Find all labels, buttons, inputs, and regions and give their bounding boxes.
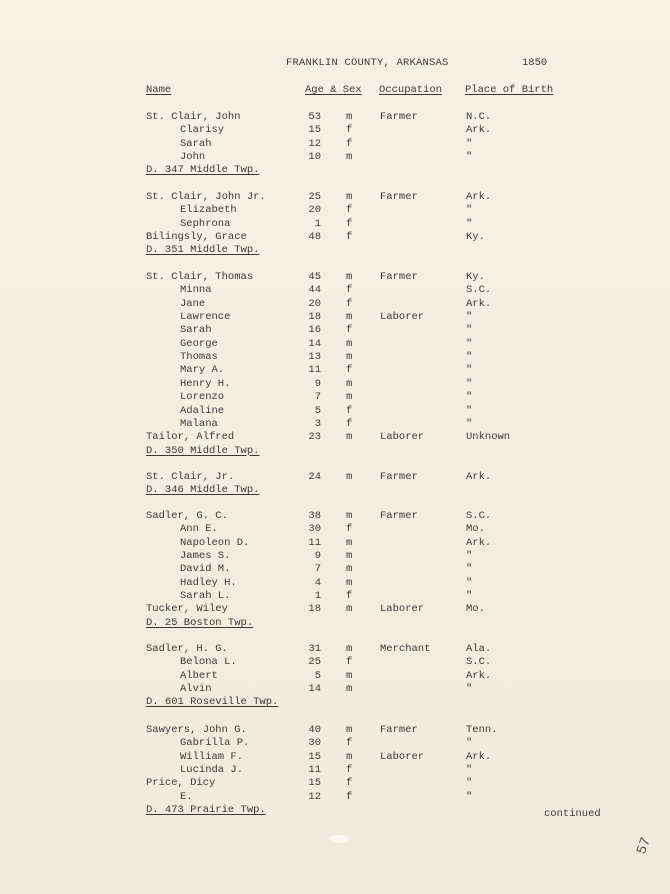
person-occupation: Farmer bbox=[380, 724, 418, 736]
person-occupation: Farmer bbox=[380, 271, 418, 283]
person-sex: f bbox=[346, 217, 353, 230]
column-header-place-of-birth: Place of Birth bbox=[465, 84, 554, 96]
person-sex: f bbox=[346, 790, 353, 803]
person-name: Sadler, G. C. bbox=[146, 510, 228, 522]
person-sex: m bbox=[346, 643, 353, 655]
paper-hole-mark bbox=[329, 835, 349, 843]
person-age: 31 bbox=[308, 643, 321, 655]
person-occupation: Farmer bbox=[380, 111, 418, 123]
person-sex: m bbox=[346, 669, 353, 682]
person-birthplace: " bbox=[466, 364, 473, 377]
table-row bbox=[0, 764, 670, 777]
person-birthplace: Ky. bbox=[466, 231, 485, 244]
person-sex: f bbox=[346, 404, 353, 417]
district-reference: D. 346 Middle Twp. bbox=[146, 484, 260, 497]
district-reference: D. 25 Boston Twp. bbox=[146, 616, 254, 629]
person-age: 18 bbox=[308, 603, 321, 616]
person-birthplace: " bbox=[466, 683, 473, 696]
person-sex: m bbox=[346, 724, 353, 736]
person-name: William F. bbox=[180, 750, 244, 763]
person-birthplace: S.C. bbox=[466, 284, 492, 297]
person-age: 5 bbox=[314, 669, 321, 682]
person-age: 7 bbox=[314, 391, 321, 404]
person-sex: m bbox=[346, 683, 353, 696]
person-name: David M. bbox=[180, 563, 231, 576]
person-sex: m bbox=[346, 750, 353, 763]
person-age: 7 bbox=[314, 563, 321, 576]
person-birthplace: Mo. bbox=[466, 523, 485, 536]
column-header-name: Name bbox=[146, 84, 172, 96]
person-occupation: Laborer bbox=[380, 431, 425, 444]
person-sex: f bbox=[346, 137, 353, 150]
person-age: 1 bbox=[314, 590, 321, 603]
table-row bbox=[0, 405, 670, 418]
person-name: Bilingsly, Grace bbox=[146, 231, 247, 244]
table-row bbox=[0, 523, 670, 536]
table-row bbox=[0, 751, 670, 764]
table-row bbox=[0, 218, 670, 231]
person-sex: m bbox=[346, 510, 353, 522]
table-row bbox=[0, 351, 670, 364]
person-occupation: Laborer bbox=[380, 603, 425, 616]
person-name: Sadler, H. G. bbox=[146, 643, 228, 655]
district-reference: D. 350 Middle Twp. bbox=[146, 444, 260, 457]
person-age: 16 bbox=[308, 324, 321, 337]
person-name: St. Clair, John bbox=[146, 111, 241, 123]
person-sex: f bbox=[346, 737, 353, 750]
person-name: Tucker, Wiley bbox=[146, 603, 228, 616]
person-name: Sephrona bbox=[180, 217, 231, 230]
person-birthplace: " bbox=[466, 391, 473, 404]
table-row bbox=[0, 670, 670, 683]
person-name: Elizabeth bbox=[180, 204, 237, 217]
table-row bbox=[0, 643, 670, 656]
person-birthplace: Ark. bbox=[466, 191, 492, 203]
table-row bbox=[0, 391, 670, 404]
table-row bbox=[0, 204, 670, 217]
page-title: FRANKLIN COUNTY, ARKANSAS bbox=[286, 57, 449, 69]
table-row bbox=[0, 151, 670, 164]
person-name: Thomas bbox=[180, 351, 218, 364]
table-row bbox=[0, 590, 670, 603]
person-age: 11 bbox=[308, 536, 321, 549]
person-age: 30 bbox=[308, 523, 321, 536]
table-row bbox=[0, 111, 670, 124]
district-reference: D. 351 Middle Twp. bbox=[146, 244, 260, 257]
person-name: Belona L. bbox=[180, 656, 237, 669]
person-birthplace: " bbox=[466, 377, 473, 390]
person-name: Sarah bbox=[180, 324, 212, 337]
person-birthplace: " bbox=[466, 324, 473, 337]
person-birthplace: N.C. bbox=[466, 111, 492, 123]
table-row bbox=[0, 324, 670, 337]
person-sex: m bbox=[346, 351, 353, 364]
person-birthplace: Ky. bbox=[466, 271, 485, 283]
district-reference: D. 473 Prairie Twp. bbox=[146, 804, 266, 817]
person-sex: f bbox=[346, 777, 353, 790]
person-age: 45 bbox=[308, 271, 321, 283]
person-sex: f bbox=[346, 284, 353, 297]
person-name: George bbox=[180, 337, 218, 350]
person-name: Minna bbox=[180, 284, 212, 297]
person-birthplace: Ark. bbox=[466, 669, 492, 682]
person-sex: m bbox=[346, 603, 353, 616]
person-birthplace: Ark. bbox=[466, 471, 492, 483]
person-birthplace: Ala. bbox=[466, 643, 492, 655]
person-birthplace: " bbox=[466, 417, 473, 430]
person-birthplace: Mo. bbox=[466, 603, 485, 616]
person-age: 9 bbox=[314, 550, 321, 563]
person-sex: m bbox=[346, 431, 353, 444]
table-row bbox=[0, 603, 670, 616]
person-name: Mary A. bbox=[180, 364, 225, 377]
person-occupation: Laborer bbox=[380, 311, 425, 324]
person-sex: f bbox=[346, 656, 353, 669]
person-age: 25 bbox=[308, 656, 321, 669]
table-row bbox=[0, 471, 670, 484]
person-name: Ann E. bbox=[180, 523, 218, 536]
person-birthplace: S.C. bbox=[466, 510, 492, 522]
person-age: 1 bbox=[314, 217, 321, 230]
person-age: 15 bbox=[308, 124, 321, 137]
person-sex: m bbox=[346, 550, 353, 563]
person-sex: f bbox=[346, 364, 353, 377]
person-birthplace: " bbox=[466, 337, 473, 350]
person-age: 20 bbox=[308, 297, 321, 310]
person-sex: m bbox=[346, 576, 353, 589]
person-name: Sawyers, John G. bbox=[146, 724, 247, 736]
person-name: St. Clair, Jr. bbox=[146, 471, 235, 483]
person-occupation: Merchant bbox=[380, 643, 431, 655]
table-row bbox=[0, 431, 670, 444]
person-sex: m bbox=[346, 377, 353, 390]
district-reference: D. 347 Middle Twp. bbox=[146, 164, 260, 177]
person-age: 11 bbox=[308, 364, 321, 377]
person-age: 44 bbox=[308, 284, 321, 297]
person-sex: m bbox=[346, 151, 353, 164]
person-age: 23 bbox=[308, 431, 321, 444]
column-header-occupation: Occupation bbox=[379, 84, 443, 96]
table-row bbox=[0, 231, 670, 244]
person-occupation: Farmer bbox=[380, 471, 418, 483]
person-age: 14 bbox=[308, 683, 321, 696]
person-name: St. Clair, Thomas bbox=[146, 271, 254, 283]
person-birthplace: " bbox=[466, 204, 473, 217]
person-sex: f bbox=[346, 124, 353, 137]
person-age: 5 bbox=[314, 404, 321, 417]
person-age: 25 bbox=[308, 191, 321, 203]
person-birthplace: " bbox=[466, 404, 473, 417]
person-sex: m bbox=[346, 536, 353, 549]
person-age: 11 bbox=[308, 764, 321, 777]
person-age: 4 bbox=[314, 576, 321, 589]
table-row bbox=[0, 577, 670, 590]
person-name: James S. bbox=[180, 550, 231, 563]
person-birthplace: " bbox=[466, 563, 473, 576]
district-reference: D. 601 Roseville Twp. bbox=[146, 696, 279, 709]
person-sex: f bbox=[346, 764, 353, 777]
person-name: Hadley H. bbox=[180, 576, 237, 589]
table-row bbox=[0, 418, 670, 431]
table-row bbox=[0, 724, 670, 737]
census-year: 1850 bbox=[522, 57, 548, 69]
person-name: John bbox=[180, 151, 206, 164]
person-age: 9 bbox=[314, 377, 321, 390]
person-sex: m bbox=[346, 111, 353, 123]
person-occupation: Farmer bbox=[380, 510, 418, 522]
person-birthplace: " bbox=[466, 351, 473, 364]
person-age: 12 bbox=[308, 137, 321, 150]
table-row bbox=[0, 284, 670, 297]
person-birthplace: " bbox=[466, 790, 473, 803]
person-birthplace: " bbox=[466, 777, 473, 790]
person-age: 53 bbox=[308, 111, 321, 123]
person-name: St. Clair, John Jr. bbox=[146, 191, 266, 203]
table-row bbox=[0, 191, 670, 204]
table-row bbox=[0, 271, 670, 284]
person-birthplace: Unknown bbox=[466, 431, 511, 444]
person-age: 13 bbox=[308, 351, 321, 364]
person-name: Tailor, Alfred bbox=[146, 431, 235, 444]
person-name: Price, Dicy bbox=[146, 777, 216, 790]
person-sex: m bbox=[346, 311, 353, 324]
person-age: 38 bbox=[308, 510, 321, 522]
person-name: Sarah bbox=[180, 137, 212, 150]
person-sex: f bbox=[346, 324, 353, 337]
person-birthplace: Ark. bbox=[466, 124, 492, 137]
person-birthplace: " bbox=[466, 311, 473, 324]
person-birthplace: " bbox=[466, 151, 473, 164]
person-birthplace: " bbox=[466, 137, 473, 150]
person-birthplace: Tenn. bbox=[466, 724, 498, 736]
person-sex: m bbox=[346, 337, 353, 350]
table-row bbox=[0, 364, 670, 377]
person-birthplace: " bbox=[466, 764, 473, 777]
person-age: 30 bbox=[308, 737, 321, 750]
table-row bbox=[0, 124, 670, 137]
table-row bbox=[0, 777, 670, 790]
person-sex: m bbox=[346, 271, 353, 283]
person-name: Malana bbox=[180, 417, 218, 430]
person-age: 18 bbox=[308, 311, 321, 324]
person-sex: f bbox=[346, 523, 353, 536]
person-age: 3 bbox=[314, 417, 321, 430]
person-sex: m bbox=[346, 391, 353, 404]
person-name: Adaline bbox=[180, 404, 225, 417]
person-birthplace: S.C. bbox=[466, 656, 492, 669]
table-row bbox=[0, 563, 670, 576]
person-age: 20 bbox=[308, 204, 321, 217]
person-sex: f bbox=[346, 297, 353, 310]
person-age: 14 bbox=[308, 337, 321, 350]
handwritten-page-number: 57 bbox=[634, 835, 655, 857]
person-age: 40 bbox=[308, 724, 321, 736]
person-sex: m bbox=[346, 563, 353, 576]
table-row bbox=[0, 138, 670, 151]
person-occupation: Laborer bbox=[380, 750, 425, 763]
table-row bbox=[0, 683, 670, 696]
table-row bbox=[0, 550, 670, 563]
person-birthplace: " bbox=[466, 550, 473, 563]
table-row bbox=[0, 737, 670, 750]
person-birthplace: " bbox=[466, 737, 473, 750]
person-name: Lorenzo bbox=[180, 391, 225, 404]
person-birthplace: Ark. bbox=[466, 536, 492, 549]
person-name: Alvin bbox=[180, 683, 212, 696]
person-sex: m bbox=[346, 191, 353, 203]
person-age: 10 bbox=[308, 151, 321, 164]
table-row bbox=[0, 311, 670, 324]
person-birthplace: " bbox=[466, 576, 473, 589]
table-row bbox=[0, 378, 670, 391]
person-name: Sarah L. bbox=[180, 590, 231, 603]
table-row bbox=[0, 791, 670, 804]
table-row bbox=[0, 338, 670, 351]
person-name: Clarisy bbox=[180, 124, 225, 137]
person-name: Gabrilla P. bbox=[180, 737, 250, 750]
person-age: 48 bbox=[308, 231, 321, 244]
person-name: Jane bbox=[180, 297, 206, 310]
person-sex: f bbox=[346, 417, 353, 430]
person-age: 15 bbox=[308, 750, 321, 763]
person-occupation: Farmer bbox=[380, 191, 418, 203]
person-birthplace: Ark. bbox=[466, 750, 492, 763]
person-birthplace: Ark. bbox=[466, 297, 492, 310]
person-sex: f bbox=[346, 590, 353, 603]
person-age: 15 bbox=[308, 777, 321, 790]
table-row bbox=[0, 656, 670, 669]
continued-note: continued bbox=[544, 808, 601, 820]
person-name: Albert bbox=[180, 669, 218, 682]
person-birthplace: " bbox=[466, 590, 473, 603]
table-row bbox=[0, 298, 670, 311]
person-name: E. bbox=[180, 790, 193, 803]
table-row bbox=[0, 537, 670, 550]
person-name: Lucinda J. bbox=[180, 764, 244, 777]
person-name: Henry H. bbox=[180, 377, 231, 390]
person-name: Napoleon D. bbox=[180, 536, 250, 549]
person-sex: f bbox=[346, 231, 353, 244]
column-header-age-sex: Age & Sex bbox=[305, 84, 362, 96]
person-age: 12 bbox=[308, 790, 321, 803]
person-birthplace: " bbox=[466, 217, 473, 230]
person-age: 24 bbox=[308, 471, 321, 483]
person-sex: m bbox=[346, 471, 353, 483]
person-name: Lawrence bbox=[180, 311, 231, 324]
table-row bbox=[0, 510, 670, 523]
person-sex: f bbox=[346, 204, 353, 217]
